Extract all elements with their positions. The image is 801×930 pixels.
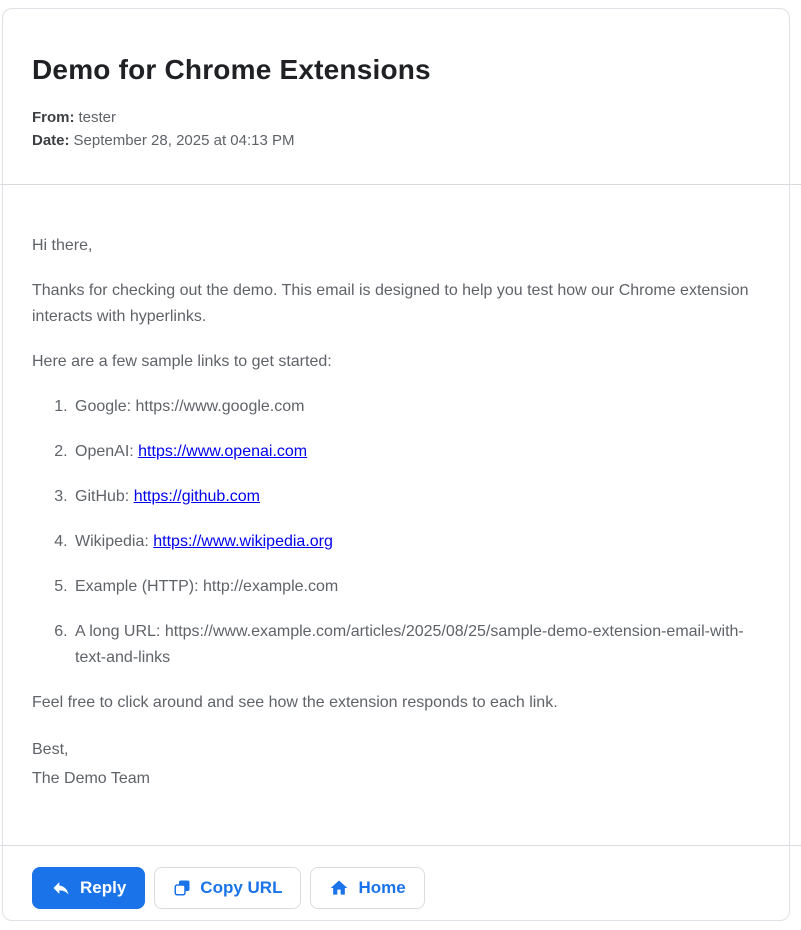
footer-divider: [0, 845, 801, 846]
list-item: [72, 394, 760, 420]
list-intro-text: Here are a few sample links to get started:: [32, 353, 332, 370]
signoff-text: Best,: [32, 741, 69, 758]
from-label: From:: [32, 109, 75, 126]
home-button[interactable]: [310, 867, 424, 909]
link-label: GitHub:: [75, 488, 130, 505]
link-label: OpenAI:: [75, 443, 134, 460]
page-title: Demo for Chrome Extensions: [32, 54, 431, 85]
plain-url-text: https://www.example.com/articles/2025/08/25/sample-demo-extension-email-with-text-and-links: [75, 623, 744, 666]
list-item: [72, 619, 760, 671]
plain-url-text: http://example.com: [203, 578, 339, 595]
email-footer: [3, 846, 789, 922]
date-line: [32, 129, 760, 152]
openai-link[interactable]: https://www.openai.com: [138, 443, 308, 460]
signature-block: [32, 735, 760, 793]
list-item: [72, 529, 760, 555]
list-item: [72, 439, 760, 465]
intro-text: Thanks for checking out the demo. This email is designed to help you test how our Chrome extension interacts with hyperlinks.: [32, 282, 749, 325]
email-header: [3, 9, 789, 185]
home-button-label: Home: [358, 878, 406, 897]
sample-links-list: [32, 394, 760, 671]
github-link[interactable]: https://github.com: [133, 488, 260, 505]
header-divider: [0, 184, 801, 185]
reply-button-label: Reply: [80, 878, 127, 897]
date-value: September 28, 2025 at 04:13 PM: [73, 132, 295, 149]
list-item: [72, 484, 760, 510]
email-body: [3, 185, 789, 846]
date-label: Date:: [32, 132, 70, 149]
copy-url-button[interactable]: [154, 867, 301, 909]
plain-url-text: https://www.google.com: [135, 398, 305, 415]
reply-icon: [51, 878, 71, 898]
wikipedia-link[interactable]: https://www.wikipedia.org: [153, 533, 333, 550]
signature-text: The Demo Team: [32, 770, 150, 787]
copy-icon: [173, 879, 191, 897]
link-label: A long URL:: [75, 623, 161, 640]
from-value: tester: [78, 109, 117, 126]
copy-url-button-label: Copy URL: [200, 878, 283, 897]
link-label: Example (HTTP):: [75, 578, 199, 595]
email-card: [2, 8, 790, 921]
greeting-text: Hi there,: [32, 237, 93, 254]
home-icon: [329, 878, 349, 898]
list-item: [72, 574, 760, 600]
from-line: [32, 106, 760, 129]
reply-button[interactable]: [32, 867, 145, 909]
link-label: Google:: [75, 398, 132, 415]
link-label: Wikipedia:: [75, 533, 149, 550]
outro-text: Feel free to click around and see how the extension responds to each link.: [32, 694, 558, 711]
